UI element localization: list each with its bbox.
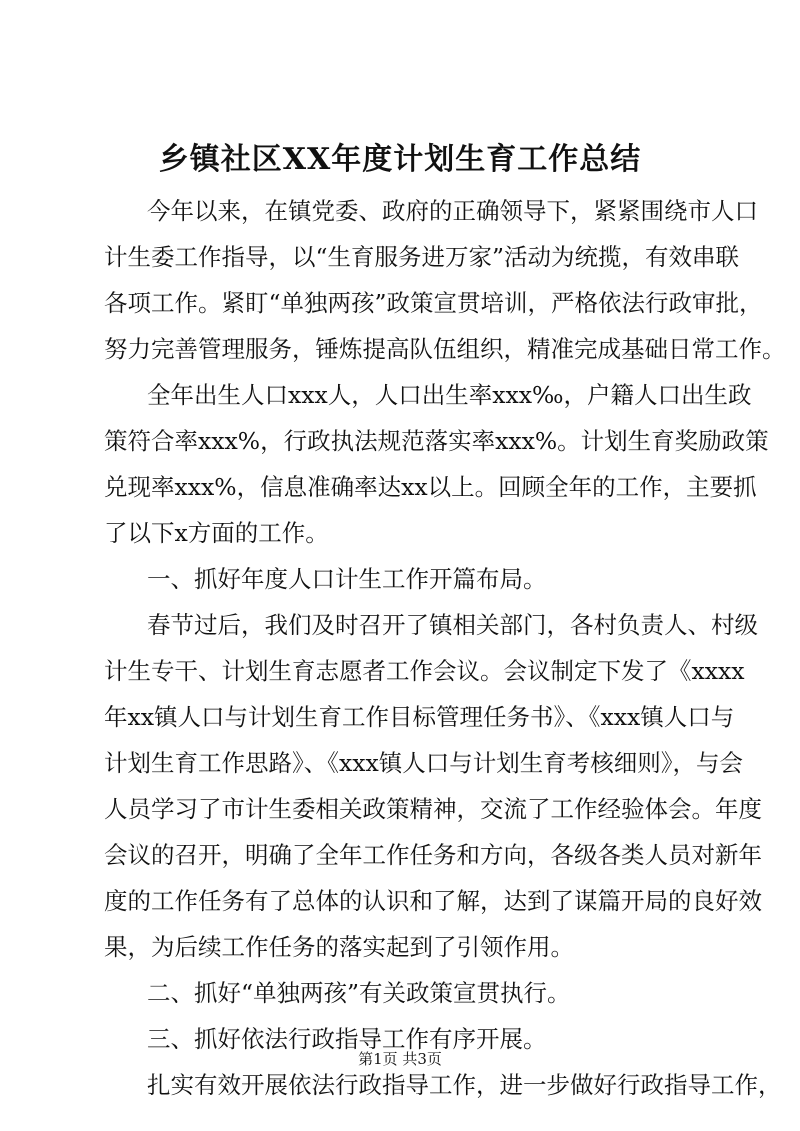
paragraph-line: 全年出生人口xxx人，人口出生率xxx‰，户籍人口出生政: [147, 381, 752, 409]
section-heading: 三、抓好依法行政指导工作有序开展。: [147, 1025, 547, 1053]
paragraph-line: 计生专干、计划生育志愿者工作会议。会议制定下发了《xxxx: [104, 657, 745, 685]
paragraph-line: 计生委工作指导，以“生育服务进万家”活动为统揽，有效串联: [104, 243, 740, 271]
paragraph-line: 扎实有效开展依法行政指导工作，进一步做好行政指导工作，: [147, 1071, 782, 1099]
paragraph-line: 果，为后续工作任务的落实起到了引领作用。: [104, 933, 574, 961]
paragraph-line: 努力完善管理服务，锤炼提高队伍组织，精准完成基础日常工作。: [104, 335, 786, 363]
paragraph-line: 了以下x方面的工作。: [104, 519, 329, 547]
paragraph-line: 年xx镇人口与计划生育工作目标管理任务书》、《xxx镇人口与: [104, 703, 735, 731]
section-heading: 二、抓好“单独两孩”有关政策宣贯执行。: [147, 979, 571, 1007]
paragraph-line: 会议的召开，明确了全年工作任务和方向，各级各类人员对新年: [104, 841, 762, 869]
page-footer: 第1页 共3页: [358, 1050, 442, 1068]
paragraph-line: 计划生育工作思路》、《xxx镇人口与计划生育考核细则》，与会: [104, 749, 744, 777]
paragraph-line: 策符合率xxx%，行政执法规范落实率xxx%。计划生育奖励政策: [104, 427, 769, 455]
section-heading: 一、抓好年度人口计生工作开篇布局。: [147, 565, 547, 593]
document-body: [104, 188, 786, 1108]
paragraph-line: 人员学习了市计生委相关政策精神，交流了工作经验体会。年度: [104, 795, 762, 823]
paragraph-line: 兑现率xxx%，信息准确率达xx以上。回顾全年的工作，主要抓: [104, 473, 757, 501]
paragraph-line: 度的工作任务有了总体的认识和了解，达到了谋篇开局的良好效: [104, 887, 762, 915]
paragraph-line: 各项工作。紧盯“单独两孩”政策宣贯培训，严格依法行政审批，: [104, 289, 763, 317]
paragraph-line: 今年以来，在镇党委、政府的正确领导下，紧紧围绕市人口: [147, 197, 758, 225]
document-title: 乡镇社区XX年度计划生育工作总结: [158, 142, 642, 177]
paragraph-line: 春节过后，我们及时召开了镇相关部门，各村负责人、村级: [147, 611, 758, 639]
